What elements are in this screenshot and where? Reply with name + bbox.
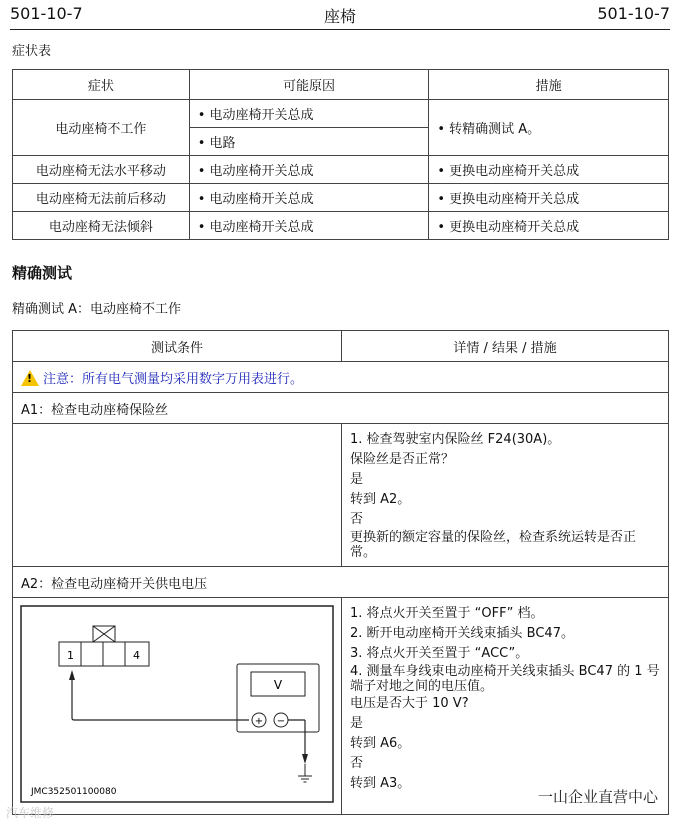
test-condition-cell [13,424,342,567]
page-header [10,4,670,28]
table-row [13,100,669,128]
probe-tip [69,670,75,680]
symptom-table [12,69,669,240]
column-header: 措施 [429,70,669,100]
step-heading-row [13,393,669,424]
detail-line: 转到 A2。 [350,492,411,507]
pinpoint-table [12,330,669,815]
action-cell: • 更换电动座椅开关总成 [429,212,669,240]
page-title: 座椅 [323,7,356,26]
action-cell: • 更换电动座椅开关总成 [429,184,669,212]
page-number-left: 501-10-7 [10,4,83,23]
step-details [342,424,669,567]
action-cell: • 更换电动座椅开关总成 [429,156,669,184]
watermark-right: 一山企业直营中心 [537,788,658,806]
detail-line: 转到 A3。 [350,776,411,791]
detail-line: 保险丝是否正常？ [350,452,455,467]
pin-label-4: 4 [133,649,140,662]
column-header: 可能原因 [189,70,429,100]
step-details [342,598,669,815]
symptom-cell: 电动座椅不工作 [13,100,190,156]
detail-line: 否 [350,756,364,771]
symptom-cell: 电动座椅无法倾斜 [13,212,190,240]
symptom-table-label: 症状表 [12,44,52,59]
detail-line: 是 [350,472,364,487]
wiring-diagram [19,604,335,804]
table-row [13,212,669,240]
step-row [13,598,669,815]
ground-icon [298,776,312,782]
test-condition-cell [13,598,342,815]
table-row [13,156,669,184]
note-text: 注意：所有电气测量均采用数字万用表进行。 [43,371,304,387]
pin-label-1: 1 [67,649,74,662]
svg-text:+: + [254,716,264,727]
step-heading-row [13,567,669,598]
column-header: 详情 / 结果 / 措施 [342,331,669,362]
svg-text:−: − [276,716,286,727]
detail-line: 电压是否大于 10 V? [350,696,469,711]
meter-label: V [273,678,283,692]
pinpoint-test-name: 精确测试 A：电动座椅不工作 [12,302,182,317]
detail-line: 1. 检查驾驶室内保险丝 F24(30A)。 [350,432,561,447]
step-heading: A1：检查电动座椅保险丝 [13,393,669,424]
header-rule [10,29,670,30]
table-header-row [13,331,669,362]
column-header: 测试条件 [13,331,342,362]
note-row [13,362,669,393]
detail-line: 4. 测量车身线束电动座椅开关线束插头 BC47 的 1 号端子对地之间的电压值。 [350,664,660,694]
watermark-left: 汽车维修 [6,806,55,820]
action-cell: • 转精确测试 A。 [429,100,669,156]
detail-line: 转到 A6。 [350,736,411,751]
pinpoint-section-title: 精确测试 [12,264,73,282]
diagram-caption: JMC352501100080 [31,787,117,797]
cause-cell: • 电路 [189,128,429,156]
page-number-right: 501-10-7 [597,4,670,23]
detail-line: 是 [350,716,364,731]
detail-line: 2. 断开电动座椅开关线束插头 BC47。 [350,626,574,641]
step-heading: A2：检查电动座椅开关供电电压 [13,567,669,598]
detail-line: 更换新的额定容量的保险丝，检查系统运转是否正常。 [350,530,637,560]
warning-icon [21,370,39,386]
table-row [13,184,669,212]
symptom-cell: 电动座椅无法水平移动 [13,156,190,184]
cause-cell: • 电动座椅开关总成 [189,156,429,184]
cause-cell: • 电动座椅开关总成 [189,212,429,240]
column-header: 症状 [13,70,190,100]
cause-cell: • 电动座椅开关总成 [189,184,429,212]
detail-line: 1. 将点火开关至置于 “OFF” 档。 [350,606,544,621]
step-row [13,424,669,567]
detail-line: 3. 将点火开关至置于 “ACC”。 [350,646,529,661]
table-header-row [13,70,669,100]
detail-line: 否 [350,512,364,527]
cause-cell: • 电动座椅开关总成 [189,100,429,128]
symptom-cell: 电动座椅无法前后移动 [13,184,190,212]
